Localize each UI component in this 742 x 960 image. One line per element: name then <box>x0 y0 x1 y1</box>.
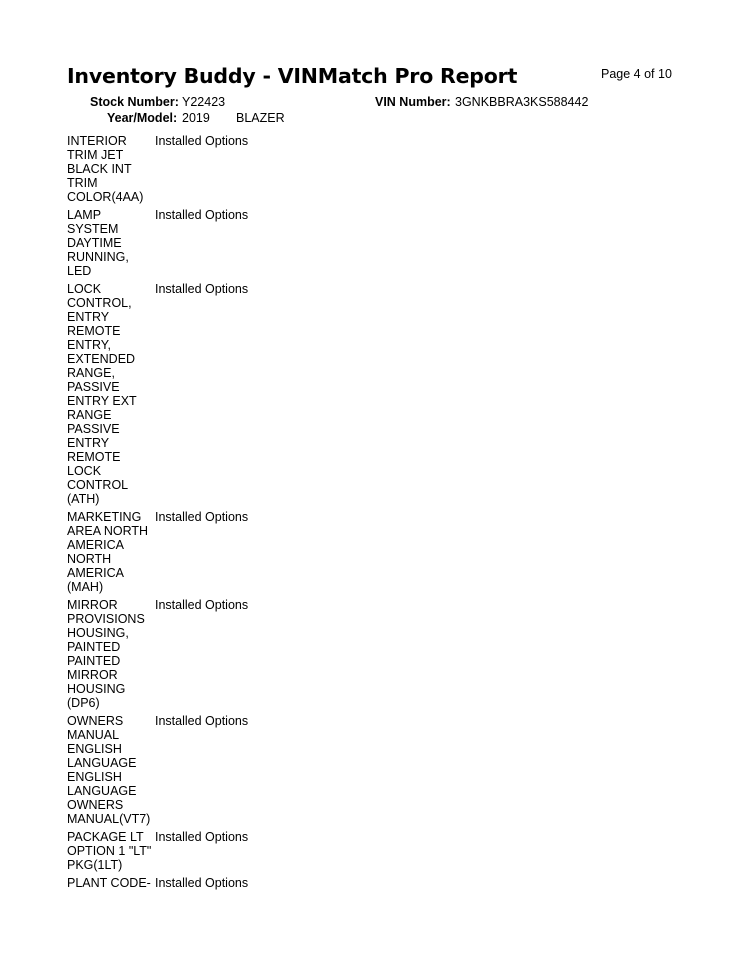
option-row <box>67 282 248 506</box>
year-model-label: Year/Model: <box>107 111 178 125</box>
option-name: LAMP SYSTEM DAYTIME RUNNING, LED <box>67 208 129 278</box>
option-row <box>67 598 248 710</box>
option-name: PLANT CODE- <box>67 876 151 890</box>
option-name: OWNERS MANUAL ENGLISH LANGUAGE ENGLISH LANGUAGE OWNERS MANUAL(VT7) <box>67 714 151 826</box>
stock-number-label: Stock Number: <box>90 95 179 109</box>
option-status: Installed Options <box>155 282 249 296</box>
option-status: Installed Options <box>155 876 249 890</box>
option-row <box>67 830 248 872</box>
vin-number-value: 3GNKBBRA3KS588442 <box>455 95 589 109</box>
option-name: LOCK CONTROL, ENTRY REMOTE ENTRY, EXTENDED RANGE, PASSIVE ENTRY EXT RANGE PASSIVE ENTRY REMOTE LOCK CONTROL (ATH) <box>67 282 137 506</box>
option-row <box>67 208 248 278</box>
option-name: MIRROR PROVISIONS HOUSING, PAINTED PAINTED MIRROR HOUSING (DP6) <box>67 598 145 710</box>
report-title: Inventory Buddy - VINMatch Pro Report <box>67 64 518 88</box>
model-value: BLAZER <box>236 111 285 125</box>
page-number: Page 4 of 10 <box>601 67 672 81</box>
option-status: Installed Options <box>155 510 249 524</box>
option-row <box>67 510 248 594</box>
option-name: MARKETING AREA NORTH AMERICA NORTH AMERICA (MAH) <box>67 510 149 594</box>
option-row <box>67 714 248 826</box>
option-row <box>67 134 248 204</box>
vin-number-label: VIN Number: <box>375 95 451 109</box>
option-status: Installed Options <box>155 714 249 728</box>
option-name: PACKAGE LT OPTION 1 "LT" PKG(1LT) <box>67 830 152 872</box>
year-value: 2019 <box>182 111 210 125</box>
option-status: Installed Options <box>155 208 249 222</box>
stock-number-value: Y22423 <box>182 95 226 109</box>
option-status: Installed Options <box>155 134 249 148</box>
option-status: Installed Options <box>155 830 249 844</box>
installed-options-list <box>67 134 248 894</box>
option-row <box>67 876 248 890</box>
option-status: Installed Options <box>155 598 249 612</box>
option-name: INTERIOR TRIM JET BLACK INT TRIM COLOR(4AA) <box>67 134 144 204</box>
